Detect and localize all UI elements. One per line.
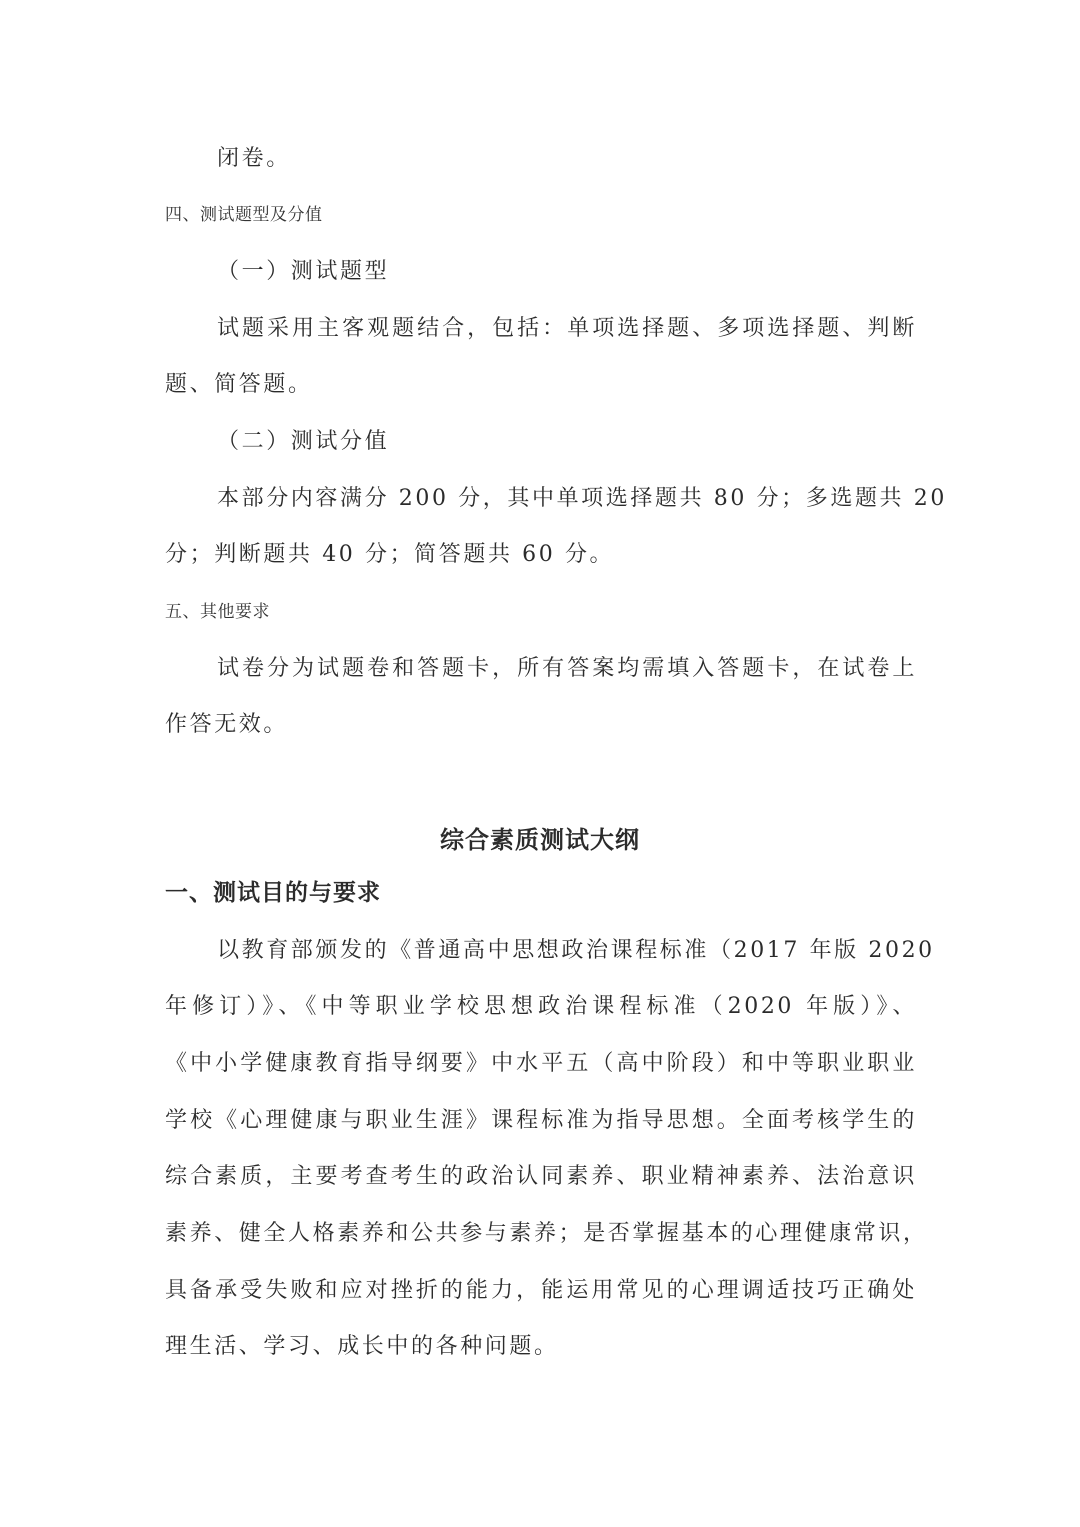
purpose-line: 理生活、学习、成长中的各种问题。 <box>165 1334 559 1359</box>
paragraph-requirements-line2: 作答无效。 <box>165 712 289 737</box>
subheading-score-values: （二）测试分值 <box>217 429 390 454</box>
paragraph-question-types-line2: 题、简答题。 <box>165 372 313 397</box>
purpose-line: 学校《心理健康与职业生涯》课程标准为指导思想。全面考核学生的 <box>165 1108 917 1133</box>
paragraph-requirements-line1: 试卷分为试题卷和答题卡，所有答案均需填入答题卡，在试卷上 <box>217 656 917 681</box>
purpose-line: 综合素质，主要考查考生的政治认同素养、职业精神素养、法治意识 <box>165 1164 917 1189</box>
subheading-question-types: （一）测试题型 <box>217 259 390 284</box>
outline-title: 综合素质测试大纲 <box>440 825 640 854</box>
paragraph-scores-line2: 分；判断题共 40 分；简答题共 60 分。 <box>165 542 615 567</box>
purpose-line: 《中小学健康教育指导纲要》中水平五（高中阶段）和中等职业职业 <box>165 1051 917 1076</box>
paragraph-closed-book: 闭卷。 <box>217 146 291 171</box>
purpose-line: 以教育部颁发的《普通高中思想政治课程标准（2017 年版 2020 <box>217 938 935 963</box>
paragraph-scores-line1: 本部分内容满分 200 分，其中单项选择题共 80 分；多选题共 20 <box>217 486 947 511</box>
purpose-line: 素养、健全人格素养和公共参与素养；是否掌握基本的心理健康常识， <box>165 1221 928 1246</box>
paragraph-question-types-line1: 试题采用主客观题结合，包括：单项选择题、多项选择题、判断 <box>217 316 917 341</box>
purpose-line: 具备承受失败和应对挫折的能力，能运用常见的心理调适技巧正确处 <box>165 1278 917 1303</box>
section-heading-purpose: 一、测试目的与要求 <box>165 879 381 906</box>
purpose-line: 年修订）》、《中等职业学校思想政治课程标准（2020 年版）》、 <box>165 994 917 1019</box>
section-heading-question-types: 四、测试题型及分值 <box>165 205 323 225</box>
section-heading-other-requirements: 五、其他要求 <box>165 602 270 622</box>
